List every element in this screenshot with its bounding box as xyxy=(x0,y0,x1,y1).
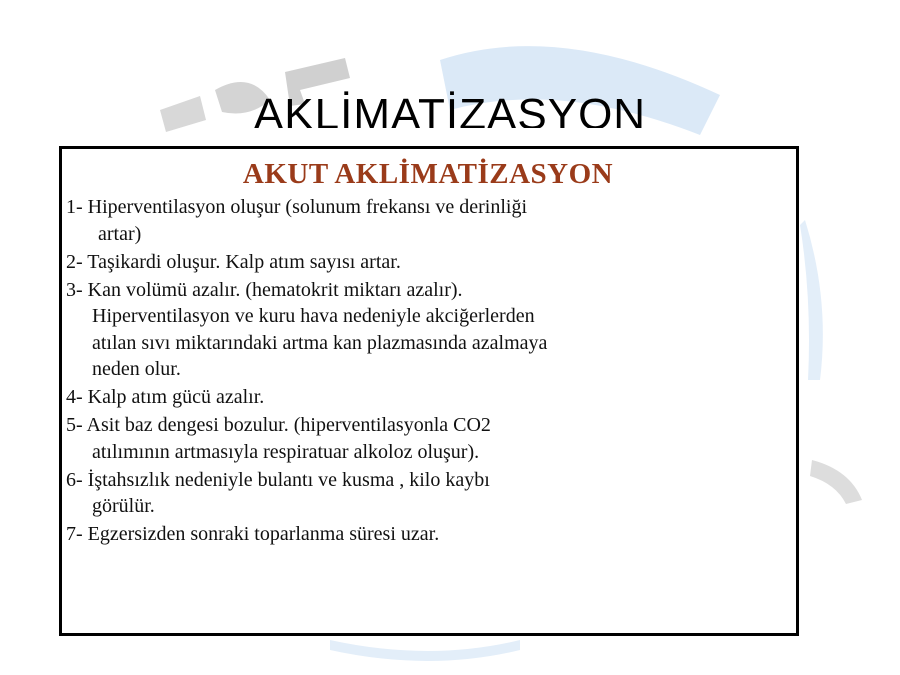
list-item-line: 6- İştahsızlık nedeniyle bulantı ve kusma , kilo kaybı xyxy=(66,468,490,491)
list-item-line: Hiperventilasyon ve kuru hava nedeniyle akciğerlerden xyxy=(92,305,535,327)
list-item-line: 2- Taşikardi oluşur. Kalp atım sayısı artar. xyxy=(66,250,401,273)
list-item xyxy=(66,412,790,465)
list-item-line: atılımının artmasıyla respiratuar alkoloz oluşur). xyxy=(92,440,480,463)
list-item-line: 1- Hiperventilasyon oluşur (solunum frekansı ve derinliği xyxy=(66,196,528,218)
list-item-line: artar) xyxy=(98,222,142,245)
list-item xyxy=(66,384,790,411)
list-item-line: 4- Kalp atım gücü azalır. xyxy=(66,386,265,408)
slide-title: AKLİMATİZASYON xyxy=(253,90,647,128)
watermark-bottom-shape xyxy=(330,640,520,661)
list-item-line: 3- Kan volümü azalır. (hematokrit miktarı azalır). xyxy=(66,278,463,301)
list-item-line: atılan sıvı miktarındaki artma kan plazmasında azalmaya xyxy=(92,331,548,354)
list-item-line: neden olur. xyxy=(92,358,181,380)
watermark-side-shape xyxy=(810,460,862,504)
list-item-line: 7- Egzersizden sonraki toparlanma süresi uzar. xyxy=(66,523,440,545)
watermark-side-shape xyxy=(800,220,823,380)
list-item-line: görülür. xyxy=(92,495,155,517)
content-box xyxy=(59,146,799,636)
list-item xyxy=(66,277,790,383)
box-title: AKUT AKLİMATİZASYON xyxy=(242,158,614,190)
list-item-line: 5- Asit baz dengesi bozulur. (hiperventilasyonla CO2 xyxy=(66,414,491,436)
list-item xyxy=(66,521,790,548)
list-item xyxy=(66,467,790,520)
list-item xyxy=(66,249,790,276)
list-item xyxy=(66,194,790,247)
